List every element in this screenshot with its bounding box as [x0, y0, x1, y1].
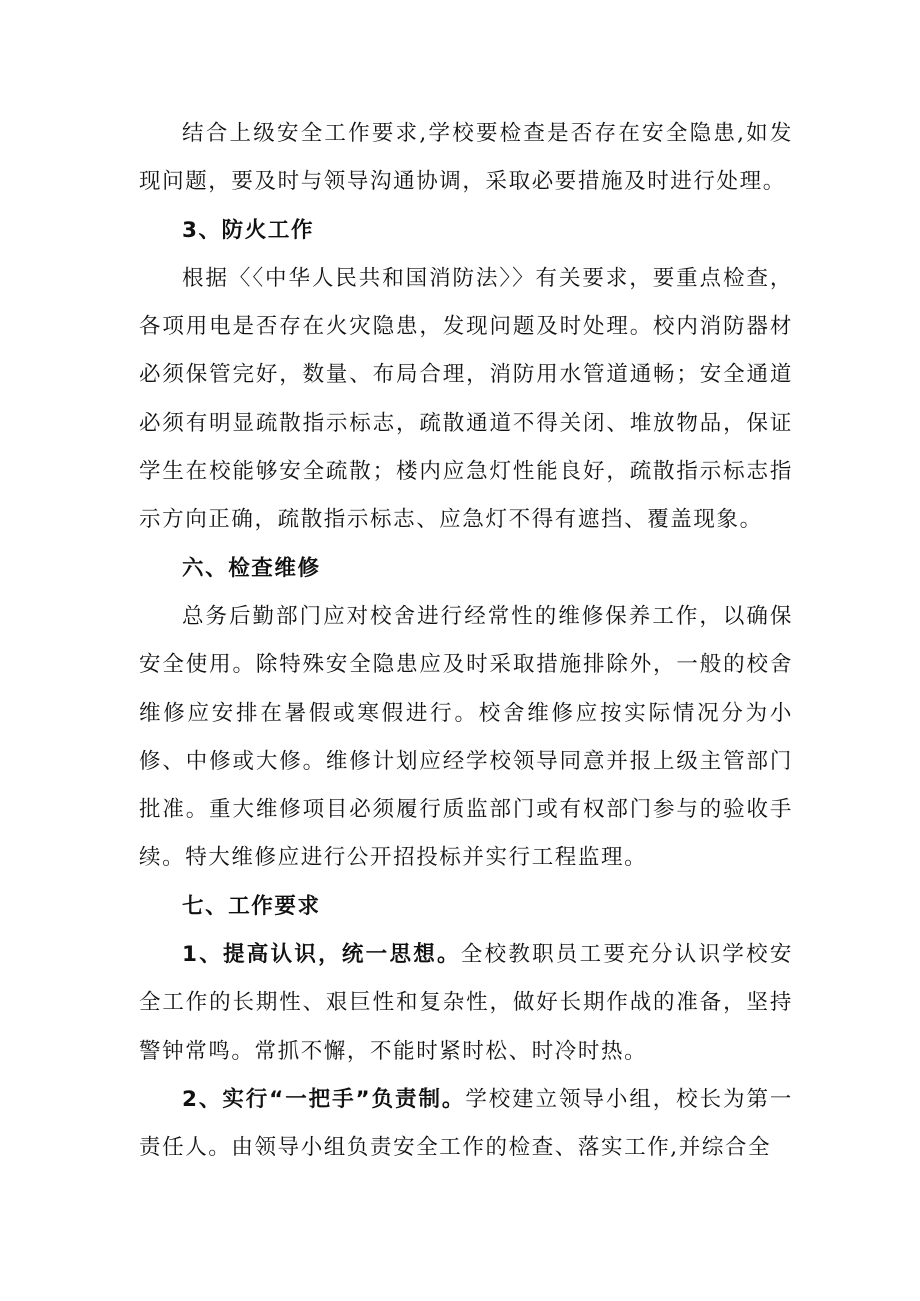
body-requirement-awareness: 全校教职员工要充分认识学校安全工作的长期性、艰巨性和复杂性，做好长期作战的准备，坚持警钟常鸣。常抓不懈，不能时紧时松、时冷时热。 — [139, 942, 793, 1064]
lead-requirement-responsibility: 2、实行“一把手”负责制。 — [182, 1086, 466, 1112]
heading-inspection-maintenance: 六、检查维修 — [182, 555, 321, 581]
heading-fire-prevention: 3、防火工作 — [182, 217, 315, 243]
paragraph-maintenance: 总务后勤部门应对校舍进行经常性的维修保养工作，以确保安全使用。除特殊安全隐患应及时采取措施排除外，一般的校舍维修应安排在暑假或寒假进行。校舍维修应按实际情况分为小修、中修或大修。维修计划应经学校领导同意并报上级主管部门批准。重大维修项目必须履行质监部门或有权部门参与的验收手续。特大维修应进行公开招投标并实行工程监理。 — [139, 603, 793, 871]
paragraph-safety-inspection: 结合上级安全工作要求,学校要检查是否存在安全隐患,如发现问题，要及时与领导沟通协调，采取必要措施及时进行处理。 — [139, 121, 793, 195]
lead-requirement-awareness: 1、提高认识，统一思想。 — [182, 942, 461, 968]
body-requirement-responsibility: 学校建立领导小组，校长为第一责任人。由领导小组负责安全工作的检查、落实工作,并综合全 — [139, 1086, 793, 1161]
heading-work-requirements: 七、工作要求 — [182, 893, 321, 919]
paragraph-requirement-responsibility — [139, 1076, 793, 1173]
paragraph-fire-prevention: 根据〈〈中华人民共和国消防法〉〉有关要求，要重点检查，各项用电是否存在火灾隐患，发现问题及时处理。校内消防器材必须保管完好，数量、布局合理，消防用水管道通畅；安全通道必须有明显疏散指示标志，疏散通道不得关闭、堆放物品，保证学生在校能够安全疏散；楼内应急灯性能良好，疏散指示标志指示方向正确，疏散指示标志、应急灯不得有遮挡、覆盖现象。 — [139, 265, 793, 533]
document-body — [139, 110, 793, 1173]
paragraph-requirement-awareness — [139, 931, 793, 1076]
